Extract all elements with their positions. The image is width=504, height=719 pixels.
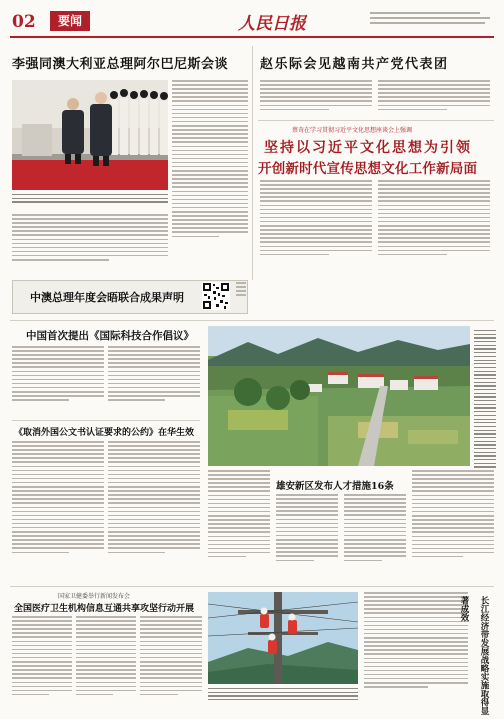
section-divider [10,320,494,321]
section-divider [12,420,200,421]
section-divider [258,120,494,121]
headline-xiongan-talent: 雄安新区发布人才措施16条 [276,481,394,492]
qr-code-icon [202,282,230,310]
article-body-zhao-right [378,80,490,116]
headline-apostille-convention: 《取消外国公文书认证要求的公约》在华生效 [14,428,195,438]
photo-caption-workers [208,688,358,714]
headline-science-cooperation: 中国首次提出《国际科技合作倡议》 [26,330,194,342]
section-divider [10,586,494,587]
article-body-yangtze [364,592,468,714]
section-label: 要闻 [50,11,90,31]
column-divider [252,46,253,280]
article-body-cai-qi-right [378,180,490,274]
article-body-zhao-left [260,80,372,116]
headline-medical-info-sharing: 全国医疗卫生机构信息互通共享攻坚行动开展 [14,604,195,614]
workers-photo-svg [208,592,358,684]
landscape-photo-svg [208,326,470,466]
headline-li-qiang-albanese: 李强同澳大利亚总理阿尔巴尼斯会谈 [12,57,229,72]
article-body-apostille-right [108,441,200,581]
photo-power-line-workers [208,592,358,684]
article-body-medical-col2 [76,616,136,714]
page-header [10,8,494,38]
article-body-li-qiang-right [172,80,248,274]
headline-cultural-thought-line2: 开创新时代宣传思想文化工作新局面 [258,161,478,177]
article-body-xiongan-col2 [276,494,338,580]
article-body-xiongan-col3 [344,494,406,580]
article-body-xiongan-intro [208,470,270,580]
article-body-apostille-left [12,441,104,581]
photo-caption-ceremony [12,194,168,208]
photo-xiongan-landscape [208,326,470,466]
header-meta [370,10,490,24]
article-body-xiongan-col4 [412,470,494,580]
article-body-medical-col3 [140,616,202,714]
article-body-medical-col1 [12,616,72,714]
photo-welcome-ceremony [12,80,168,190]
article-body-cai-qi-left [260,180,372,274]
qr-code-note [236,282,246,310]
photo-caption-landscape [474,330,496,460]
headline-joint-statement: 中澳总理年度会晤联合成果声明 [30,291,184,304]
headline-zhao-leji: 赵乐际会见越南共产党代表团 [260,57,449,72]
headline-cultural-thought-line1: 坚持以习近平文化思想为引领 [264,140,472,156]
ceremony-photo-svg [12,80,168,190]
newspaper-logo: 人民日报 [238,14,306,34]
headline-yangtze-vertical: 长江经济带发展战略实施取得显著成效 [459,596,489,715]
article-body-li-qiang-left [12,214,168,274]
article-body-science-left [12,346,104,416]
subheadline-cai-qi: 蔡奇在学习贯彻习近平文化思想座谈会上强调 [292,127,413,134]
subheadline-health-commission: 国家卫健委举行新闻发布会 [58,593,131,600]
page-number: 02 [12,12,36,32]
article-body-science-right [108,346,200,416]
